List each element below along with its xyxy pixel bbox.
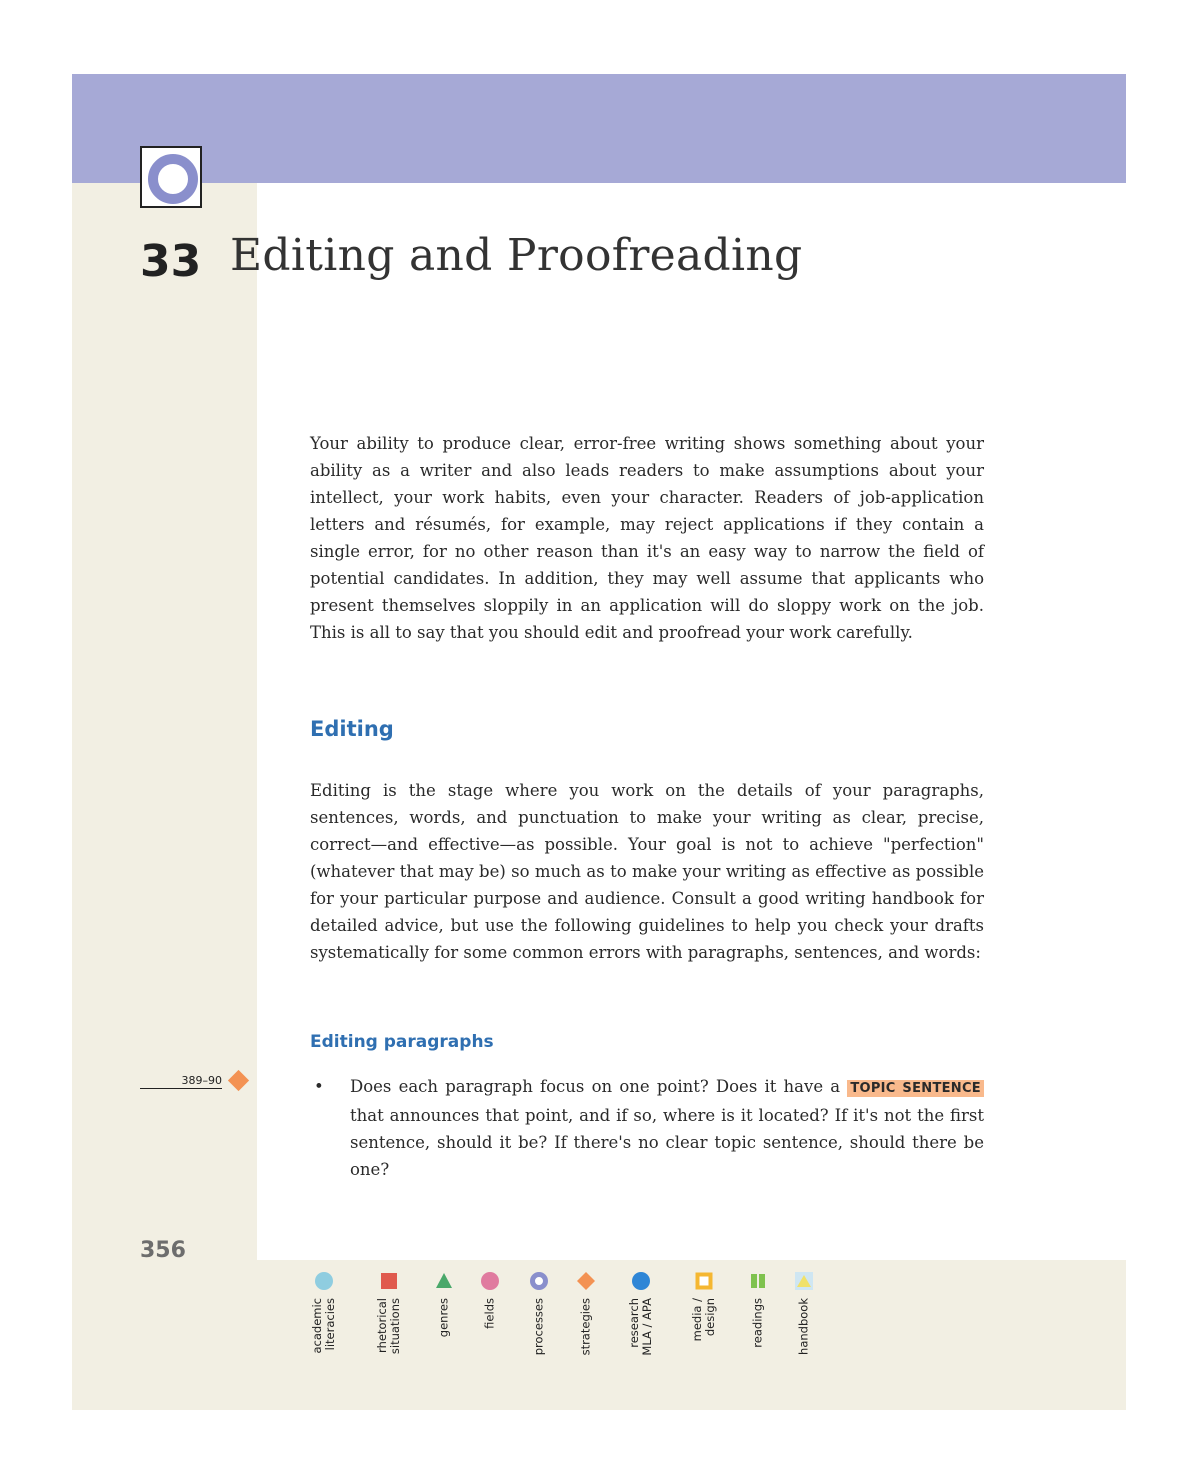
genres-triangle-icon	[435, 1272, 453, 1290]
rhetorical-situations-square-icon	[380, 1272, 398, 1290]
bullet-text-start: Does each paragraph focus on one point? Does it have a	[350, 1077, 848, 1096]
chapter-title: Editing and Proofreading	[230, 230, 803, 281]
glossary-term-topic-sentence[interactable]: TOPIC SENTENCE	[847, 1080, 984, 1097]
editing-paragraph: Editing is the stage where you work on the details of your paragraphs, sentences, words, and punctuation to make your writing as clear, precise, correct—and effective—as possible. Your goal is not to achieve "perfection" (whatever that may be) so much as to make your writing as effective as possible for your particular purpose and audience. Consult a good writing handbook for detailed advice, but use the following guidelines to help you check your drafts systematically for some common errors with paragraphs, sentences, and words:	[310, 781, 984, 962]
nav-fields[interactable]	[470, 1272, 510, 1382]
nav-label: strategies	[578, 1298, 593, 1356]
strategies-diamond-icon	[577, 1272, 595, 1290]
fields-circle-icon	[481, 1272, 499, 1290]
processes-ring-icon	[530, 1272, 548, 1290]
processes-icon	[140, 146, 202, 208]
nav-label: rhetorical situations	[375, 1298, 402, 1355]
page	[72, 74, 1126, 1410]
section-heading-editing: Editing	[310, 717, 394, 741]
subheading-editing-paragraphs: Editing paragraphs	[310, 1032, 494, 1052]
nav-label: processes	[531, 1298, 546, 1356]
nav-genres[interactable]	[424, 1272, 464, 1382]
nav-label: media / design	[690, 1298, 717, 1342]
nav-label: fields	[482, 1298, 497, 1329]
page-number: 356	[140, 1238, 186, 1263]
research-circle-icon	[632, 1272, 650, 1290]
bullet-marker: •	[314, 1077, 324, 1096]
nav-strategies[interactable]	[566, 1272, 606, 1382]
nav-media-design[interactable]	[684, 1272, 724, 1382]
nav-label: academic literacies	[310, 1298, 337, 1354]
academic-literacies-circle-icon	[315, 1272, 333, 1290]
header-band	[72, 74, 1126, 183]
nav-readings[interactable]	[738, 1272, 778, 1382]
nav-label: genres	[436, 1298, 451, 1338]
nav-label: handbook	[796, 1298, 811, 1355]
intro-paragraph: Your ability to produce clear, error-free writing shows something about your ability as a writer and also leads readers to make assumptions about your intellect, your work habits, even your character. Readers of job-application letters and résumés, for example, may reject applications if they contain a single error, for no other reason than it's an easy way to narrow the field of potential candidates. In addition, they may well assume that applicants who present themselves sloppily in an application will do sloppy work on the job. This is all to say that you should edit and proofread your work carefully.	[310, 434, 984, 642]
chapter-number: 33	[140, 236, 202, 287]
list-item	[310, 1073, 984, 1183]
margin-cross-reference[interactable]: 389–90	[140, 1074, 222, 1089]
nav-processes[interactable]	[519, 1272, 559, 1382]
nav-handbook[interactable]	[784, 1272, 824, 1382]
nav-rhetorical-situations[interactable]	[369, 1272, 409, 1382]
nav-label: readings	[750, 1298, 765, 1348]
nav-academic-literacies[interactable]	[304, 1272, 344, 1382]
nav-research-mla-apa[interactable]	[621, 1272, 661, 1382]
bullet-text-end: that announces that point, and if so, where is it located? If it's not the first sentence, should it be? If there's no clear topic sentence, should there be one?	[350, 1106, 984, 1179]
media-design-square-icon	[695, 1272, 713, 1290]
handbook-tab-icon	[795, 1272, 813, 1290]
nav-label: research MLA / APA	[627, 1298, 654, 1356]
readings-bars-icon	[749, 1272, 767, 1290]
left-margin	[72, 183, 257, 1410]
